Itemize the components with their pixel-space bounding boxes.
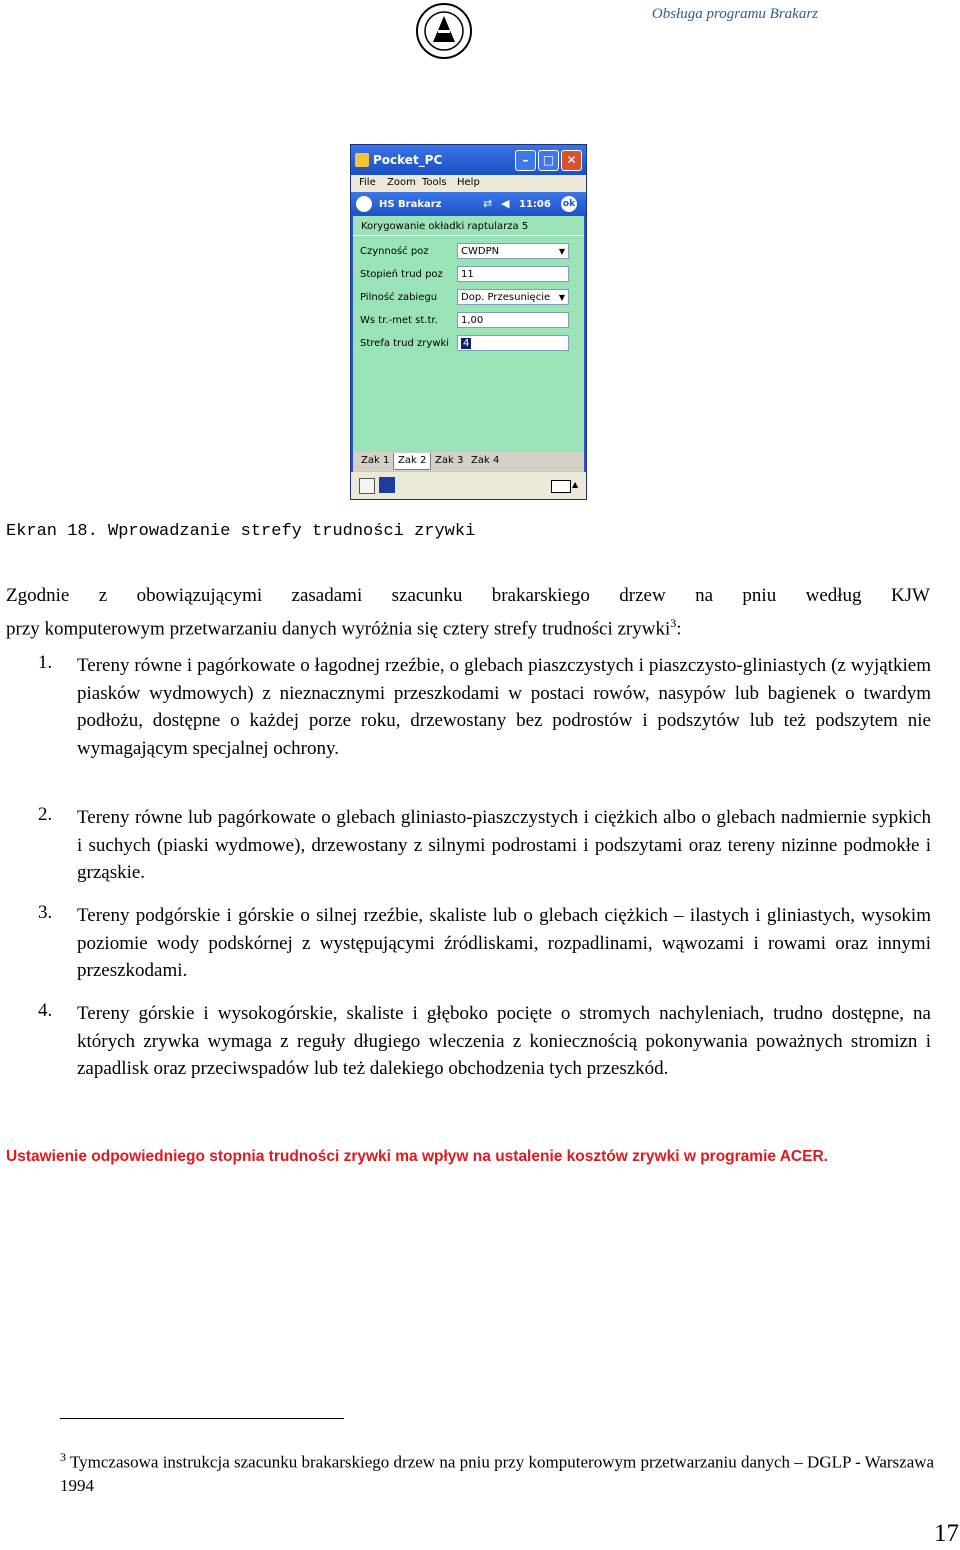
list-item-4: Tereny górskie i wysokogórskie, skaliste i głęboko pocięte o stromych nachyleniach, trudno dostępne, na których zrywka wymaga z reguły długiego wleczenia z koniecznością pokonywania poważnych stromizn i zapadlisk oraz przeciwspadów lub też dalekiego obchodzenia tych przeszkód. bbox=[77, 1003, 931, 1079]
footnote-divider bbox=[60, 1418, 344, 1419]
list-item-3: Tereny podgórskie i górskie o silnej rzeźbie, skaliste lub o glebach ciężkich – ilastych i gliniastych, wysokim poziomie wody podskórnej z występującymi źródliskami, rozpadlinami, wąwozami i rowami oraz innymi przeszkodami. bbox=[77, 905, 931, 981]
list-number-4: 4. bbox=[38, 1000, 53, 1021]
pocketpc-screenshot bbox=[350, 144, 587, 500]
window-icon bbox=[355, 153, 369, 167]
intro-line-2 bbox=[6, 610, 930, 643]
pda-taskbar bbox=[351, 192, 586, 216]
maximize-button[interactable]: □ bbox=[538, 150, 559, 171]
list-item-1: Tereny równe i pagórkowate o łagodnej rzeźbie, o glebach piaszczystych i piaszczysto-gliniastych (z wyjątkiem piasków wydmowych) z nieznacznymi przeszkodami w postaci rowów, nasypów lub bagienek o twardym podłożu, dostępne o każdej porze roku, drzewostany bez podrostów i podszytów lub też podszytem nie wymagającym specjalnej ochrony. bbox=[77, 655, 931, 759]
ok-button[interactable]: ok bbox=[561, 196, 577, 212]
taskbar-app-name: HS Brakarz bbox=[379, 199, 442, 210]
minimize-button[interactable]: – bbox=[515, 150, 536, 171]
field-label-strefa: Strefa trud zrywki bbox=[360, 338, 450, 349]
list-number-3: 3. bbox=[38, 902, 53, 923]
tab-bar bbox=[353, 452, 584, 471]
taskbar-time[interactable]: 11:06 bbox=[519, 199, 551, 210]
intro-line-2-text: przy komputerowym przetwarzaniu danych wyróżnia się cztery strefy trudności zrywki bbox=[6, 617, 671, 639]
window-title: Pocket_PC bbox=[373, 153, 443, 167]
menu-zoom[interactable]: Zoom bbox=[387, 177, 416, 188]
footnote-reference: 3 bbox=[670, 615, 677, 630]
list-item-2: Tereny równe lub pagórkowate o glebach gliniasto-piaszczystych i ciężkich albo o glebach nadmiernie sypkich i suchych (piaski wydmowe), drzewostany z silnymi podrostami i podszytami oraz tereny nizinne podmokłe i grząskie. bbox=[77, 807, 931, 883]
czynnosc-value: CWDPN bbox=[461, 246, 500, 257]
ws-input[interactable]: 1,00 bbox=[457, 312, 569, 328]
menu-help[interactable]: Help bbox=[457, 177, 480, 188]
list-number-1: 1. bbox=[38, 652, 53, 673]
strefa-input[interactable] bbox=[457, 335, 569, 351]
intro-paragraph bbox=[6, 582, 930, 642]
czynnosc-select[interactable] bbox=[457, 243, 569, 259]
windows-start-icon[interactable] bbox=[356, 196, 372, 212]
save-icon[interactable] bbox=[379, 477, 395, 493]
pilnosc-value: Dop. Przesunięcie bbox=[461, 292, 551, 303]
stopien-input[interactable]: 11 bbox=[457, 266, 569, 282]
field-label-stopien: Stopień trud poz bbox=[360, 269, 443, 280]
list-number-2: 2. bbox=[38, 804, 53, 825]
tab-zak-3[interactable]: Zak 3 bbox=[435, 455, 464, 466]
chevron-down-icon: ▼ bbox=[558, 247, 565, 256]
window-titlebar bbox=[351, 145, 586, 175]
intro-line-1: Zgodnie z obowiązującymi zasadami szacunku brakarskiego drzew na pniu według KJW bbox=[6, 585, 930, 606]
field-label-ws: Ws tr.-met st.tr. bbox=[360, 315, 438, 326]
form-divider bbox=[353, 235, 584, 236]
form-area bbox=[353, 216, 584, 472]
figure-caption: Ekran 18. Wprowadzanie strefy trudności zrywki bbox=[6, 522, 476, 541]
footnote-text: Tymczasowa instrukcja szacunku brakarskiego drzew na pniu przy komputerowym przetwarzaniu danych – DGLP - Warszawa 1994 bbox=[60, 1452, 935, 1495]
lasy-panstwowe-logo bbox=[415, 2, 473, 60]
menubar bbox=[351, 175, 586, 192]
strefa-value: 4 bbox=[463, 338, 470, 349]
menu-tools[interactable]: Tools bbox=[422, 177, 447, 188]
chevron-down-icon: ▼ bbox=[558, 293, 565, 302]
volume-icon[interactable]: ◀ bbox=[501, 197, 510, 210]
chevron-up-icon[interactable]: ▲ bbox=[572, 480, 579, 489]
keyboard-icon[interactable] bbox=[551, 480, 571, 493]
connectivity-icon[interactable]: ⇄ bbox=[483, 197, 493, 210]
footnote bbox=[60, 1446, 940, 1497]
pilnosc-select[interactable] bbox=[457, 289, 569, 305]
intro-colon: : bbox=[676, 617, 682, 639]
field-label-czynnosc: Czynność poz bbox=[360, 246, 429, 257]
tab-zak-1[interactable]: Zak 1 bbox=[361, 455, 390, 466]
close-button[interactable]: ✕ bbox=[561, 150, 582, 171]
menu-file[interactable]: File bbox=[359, 177, 376, 188]
list-icon[interactable] bbox=[359, 478, 375, 494]
field-label-pilnosc: Pilność zabiegu bbox=[360, 292, 438, 303]
footnote-mark: 3 bbox=[60, 1450, 66, 1464]
page-number: 17 bbox=[934, 1520, 959, 1547]
tab-zak-4[interactable]: Zak 4 bbox=[471, 455, 500, 466]
tab-zak-2[interactable]: Zak 2 bbox=[393, 453, 431, 470]
command-bar bbox=[351, 472, 586, 499]
important-note: Ustawienie odpowiedniego stopnia trudności zrywki ma wpływ na ustalenie kosztów zrywki w programie ACER. bbox=[6, 1148, 828, 1165]
header-title: Obsługa programu Brakarz bbox=[651, 6, 818, 22]
form-title: Korygowanie okładki raptularza 5 bbox=[361, 221, 529, 232]
